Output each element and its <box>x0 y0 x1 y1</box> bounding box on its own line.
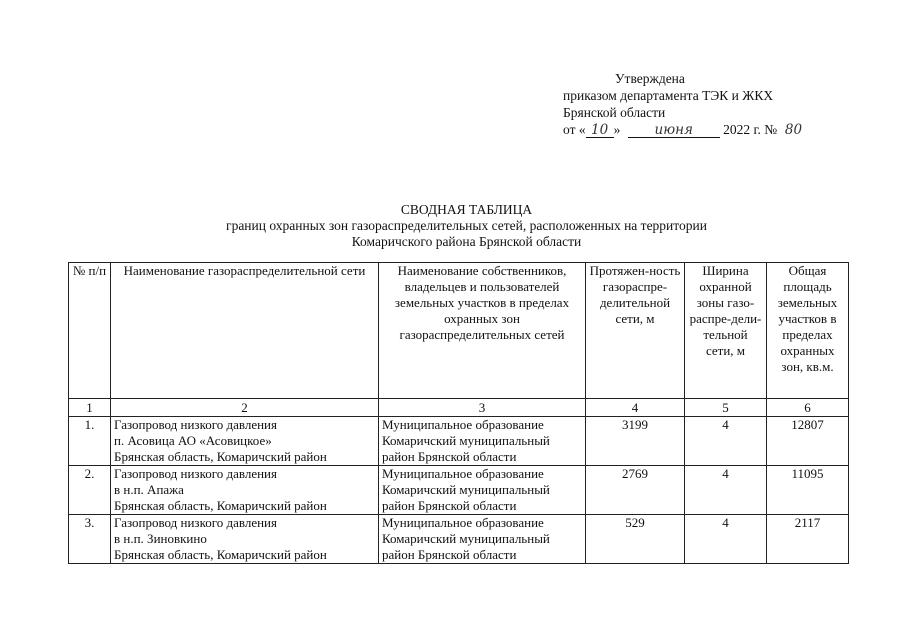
column-number: 6 <box>767 399 849 417</box>
date-prefix: от « <box>563 122 586 137</box>
length-cell: 529 <box>586 515 685 564</box>
column-number: 5 <box>685 399 767 417</box>
handwritten-number: 80 <box>784 122 803 138</box>
row-number: 1. <box>69 417 111 466</box>
approval-line-2: Брянской области <box>563 105 666 120</box>
approval-date-line <box>563 121 807 138</box>
approval-title: Утверждена <box>615 71 685 86</box>
network-name-line: Газопровод низкого давления <box>114 466 277 481</box>
column-number: 1 <box>69 399 111 417</box>
network-name-cell <box>111 466 379 515</box>
document-subtitle-line-1: границ охранных зон газораспределительных сетей, расположенных на территории <box>226 218 707 233</box>
network-location-line: в н.п. Зиновкино <box>114 531 207 546</box>
width-cell: 4 <box>685 515 767 564</box>
header-network-name: Наименование газораспределительной сети <box>111 263 379 399</box>
network-region-line: Брянская область, Комаричский район <box>114 547 327 562</box>
network-name-line: Газопровод низкого давления <box>114 417 277 432</box>
column-number-row <box>69 399 849 417</box>
handwritten-day: 10 <box>586 123 614 138</box>
owner-cell: Муниципальное образование Комаричский муниципальный район Брянской области <box>379 515 586 564</box>
network-name-cell <box>111 417 379 466</box>
handwritten-month: июня <box>628 123 720 138</box>
owner-cell: Муниципальное образование Комаричский муниципальный район Брянской области <box>379 466 586 515</box>
owner-cell: Муниципальное образование Комаричский муниципальный район Брянской области <box>379 417 586 466</box>
header-owners: Наименование собственников, владельцев и пользователей земельных участков в пределах охранных зон газораспределительных сетей <box>379 263 586 399</box>
document-title: СВОДНАЯ ТАБЛИЦА <box>400 202 533 217</box>
header-area: Общая площадь земельных участков в пределах охранных зон, кв.м. <box>767 263 849 399</box>
area-cell: 12807 <box>767 417 849 466</box>
network-region-line: Брянская область, Комаричский район <box>114 498 327 513</box>
column-number: 3 <box>379 399 586 417</box>
area-cell: 11095 <box>767 466 849 515</box>
date-mid: » <box>613 122 621 137</box>
table-row <box>69 417 849 466</box>
width-cell: 4 <box>685 466 767 515</box>
area-cell: 2117 <box>767 515 849 564</box>
width-cell: 4 <box>685 417 767 466</box>
document-heading <box>0 202 905 250</box>
length-cell: 2769 <box>586 466 685 515</box>
table-row <box>69 466 849 515</box>
summary-table <box>68 262 849 564</box>
network-region-line: Брянская область, Комаричский район <box>114 449 327 464</box>
length-cell: 3199 <box>586 417 685 466</box>
header-zone-width: Ширина охранной зоны газо-распре-дели-тельной сети, м <box>685 263 767 399</box>
row-number: 3. <box>69 515 111 564</box>
date-year: 2022 г. <box>723 122 761 137</box>
table-header-row <box>69 263 849 399</box>
network-location-line: п. Асовица АО «Асовицкое» <box>114 433 272 448</box>
column-number: 2 <box>111 399 379 417</box>
column-number: 4 <box>586 399 685 417</box>
header-length: Протяжен-ность газораспре-делительной сети, м <box>586 263 685 399</box>
network-name-cell <box>111 515 379 564</box>
table-row <box>69 515 849 564</box>
row-number: 2. <box>69 466 111 515</box>
approval-line-1: приказом департамента ТЭК и ЖКХ <box>563 88 774 103</box>
network-location-line: в н.п. Апажа <box>114 482 184 497</box>
document-subtitle-line-2: Комаричского района Брянской области <box>351 234 582 249</box>
number-prefix: № <box>764 122 778 137</box>
network-name-line: Газопровод низкого давления <box>114 515 277 530</box>
approval-block <box>563 70 807 138</box>
header-number: № п/п <box>69 263 111 399</box>
